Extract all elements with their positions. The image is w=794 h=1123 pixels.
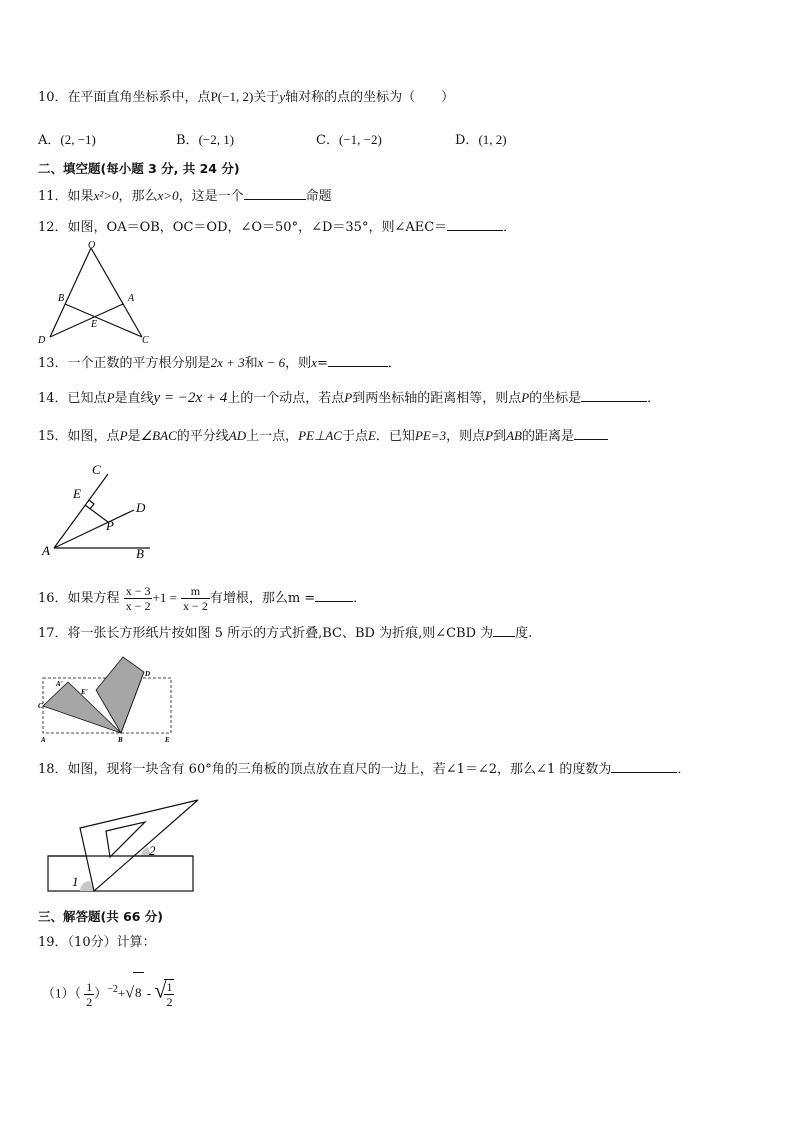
answer-blank[interactable] bbox=[244, 187, 306, 200]
label-d: D bbox=[38, 335, 46, 346]
figure-q15 bbox=[38, 460, 168, 560]
label-d: D bbox=[136, 500, 146, 515]
label-a: A bbox=[41, 736, 46, 744]
answer-blank[interactable] bbox=[328, 354, 388, 367]
label-c: C bbox=[92, 462, 101, 477]
fraction-1: $\frac{x - 3}{x - 2}$ bbox=[125, 584, 151, 613]
question-12: 12．如图，OA＝OB，OC＝OD，∠O＝50°，∠D＝35°，则∠AEC＝ ． bbox=[38, 220, 517, 235]
question-10: 10．在平面直角坐标系中，点P(−1, 2)关于y轴对称的点的坐标为（ ） bbox=[38, 89, 455, 105]
figure-q18 bbox=[38, 795, 208, 895]
label-angle-1: 1 bbox=[72, 874, 79, 889]
question-19-part-1: （1）（ $\frac{1}{2}$ ）$^{-2}$+√8 - √ $\frac{1}{2}$ bbox=[42, 970, 174, 1013]
label-b: B bbox=[58, 293, 65, 304]
label-c: C bbox=[38, 702, 43, 710]
option-d: D．(1, 2) bbox=[455, 132, 507, 148]
question-16: 16．如果方程 $\frac{x - 3}{x - 2}$ +1 = $\frac{m}{x - 2}$ 有增根，那么m = ． bbox=[38, 584, 367, 613]
label-a: A bbox=[42, 543, 50, 558]
option-a: A．(2, −1) bbox=[38, 132, 96, 148]
section-fill-in: 二、填空题(每小题 3 分, 共 24 分) bbox=[38, 161, 240, 176]
label-e: E bbox=[165, 736, 170, 744]
label-e-prime: E' bbox=[81, 688, 88, 696]
fraction-2: $\frac{m}{x - 2}$ bbox=[183, 584, 208, 613]
question-14: 14．已知点P是直线y = −2x + 4上的一个动点，若点P到两坐标轴的距离相等，则点P的坐标是 ． bbox=[38, 390, 661, 406]
label-o: O bbox=[88, 240, 96, 251]
figure-q12 bbox=[38, 240, 158, 345]
answer-blank[interactable] bbox=[611, 760, 677, 773]
fraction-half: $\frac{1}{2}$ bbox=[86, 979, 93, 1009]
label-d: D bbox=[145, 670, 151, 678]
label-angle-2: 2 bbox=[149, 843, 156, 858]
answer-blank[interactable] bbox=[493, 624, 515, 637]
answer-blank[interactable] bbox=[581, 389, 647, 402]
question-15: 15．如图，点P是∠BAC的平分线AD上一点，PE⊥AC于点E．已知PE=3，则点P到AB的距离是 bbox=[38, 427, 608, 446]
label-e: E bbox=[91, 319, 98, 330]
section-answers: 三、解答题(共 66 分) bbox=[38, 909, 164, 924]
sqrt-fraction: $\frac{1}{2}$ bbox=[166, 980, 173, 1010]
question-11: 11．如果x²>0，那么x>0，这是一个 命题 bbox=[38, 188, 332, 204]
option-c: C．(−1, −2) bbox=[316, 132, 382, 148]
label-a-prime: A' bbox=[56, 680, 63, 688]
label-p: P bbox=[106, 518, 114, 533]
answer-blank[interactable] bbox=[315, 589, 353, 602]
question-17: 17．将一张长方形纸片按如图 5 所示的方式折叠,BC、BD 为折痕,则∠CBD 为 度. bbox=[38, 626, 533, 641]
figure-q17 bbox=[38, 655, 178, 745]
label-a: A bbox=[128, 293, 135, 304]
question-18: 18．如图，现将一块含有 60°角的三角板的顶点放在直尺的一边上，若∠1＝∠2，那么∠1 的度数为 ． bbox=[38, 762, 691, 777]
question-13: 13．一个正数的平方根分别是2x + 3和x − 6，则x= ． bbox=[38, 355, 401, 371]
question-19: 19．（10分）计算： bbox=[38, 935, 156, 950]
answer-blank[interactable] bbox=[447, 218, 503, 231]
label-c: C bbox=[142, 335, 149, 346]
label-b: B bbox=[118, 736, 123, 744]
label-e: E bbox=[73, 486, 81, 501]
answer-blank[interactable] bbox=[574, 427, 608, 440]
option-b: B．(−2, 1) bbox=[176, 132, 235, 148]
label-b: B bbox=[136, 546, 144, 561]
